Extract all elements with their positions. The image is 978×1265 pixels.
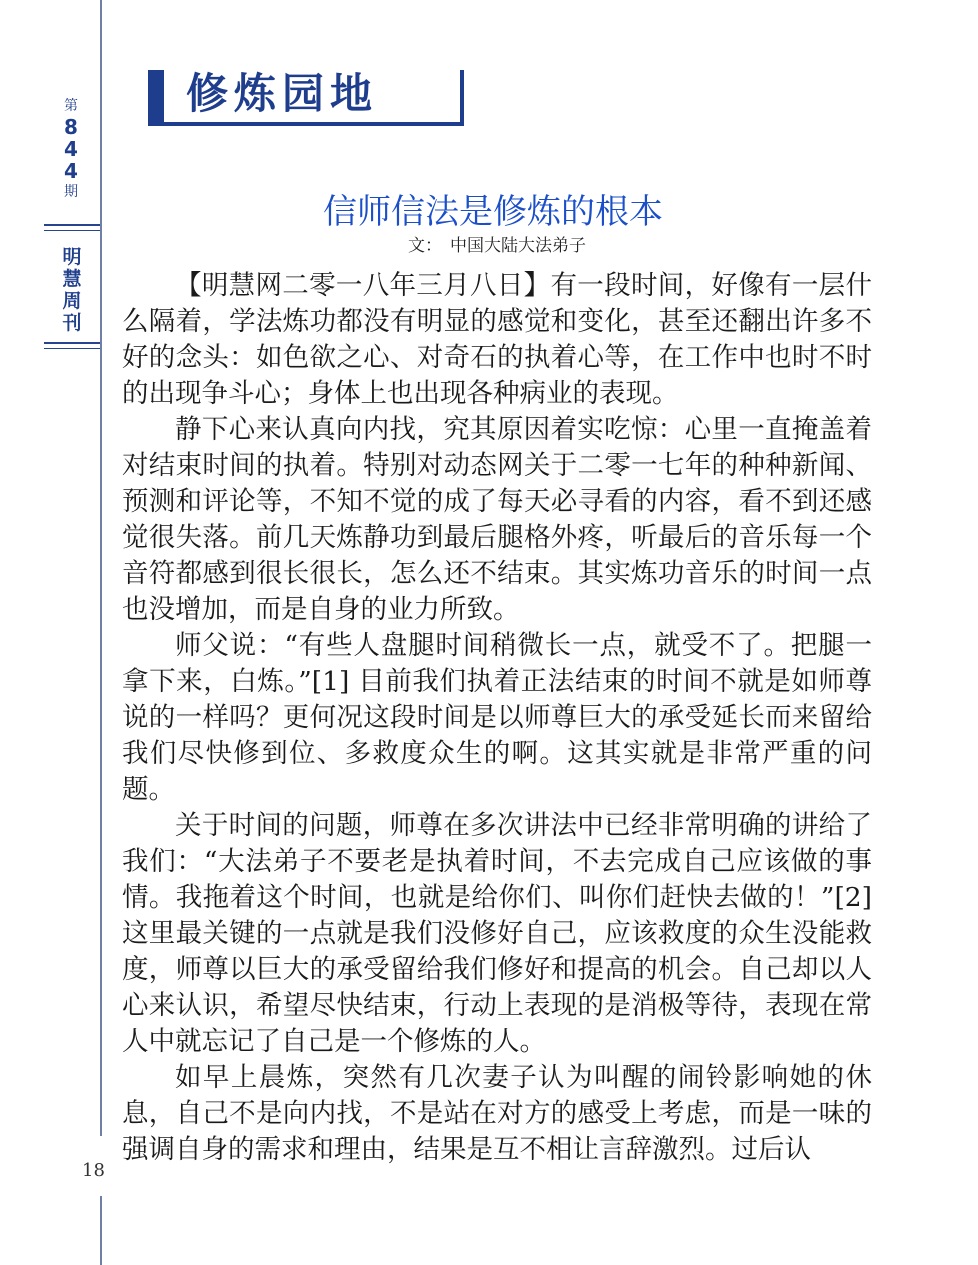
magazine-char: 慧	[62, 268, 82, 290]
sidebar-divider	[44, 342, 100, 344]
issue-prefix: 第	[64, 98, 78, 114]
paragraph: 静下心来认真向内找，究其原因着实吃惊：心里一直掩盖着对结束时间的执着。特别对动态网关于二零一七年的种种新闻、预测和评论等，不知不觉的成了每天必寻看的内容，看不到还感觉很失落。前几天炼静功到最后腿格外疼，听最后的音乐每一个音符都感到很长很长，怎么还不结束。其实炼功音乐的时间一点也没增加，而是自身的业力所致。	[122, 414, 872, 625]
issue-digit: 4	[64, 159, 78, 183]
article-title: 信师信法是修炼的根本	[323, 192, 663, 232]
paragraph: 关于时间的问题，师尊在多次讲法中已经非常明确的讲给了我们：“大法弟子不要老是执着时间，不去完成自己应该做的事情。我拖着这个时间，也就是给你们、叫你们赶快去做的！”[2] 这里最关键的一点就是我们没修好自己，应该救度的众生没能救度，师尊以巨大的承受留给我们修好和提高的机会。自己却以人心来认识，希望尽快结束，行动上表现的是消极等待，表现在常人中就忘记了自己是一个修炼的人。	[122, 810, 872, 1057]
column-header-bar	[148, 70, 164, 122]
issue-suffix: 期	[64, 184, 78, 200]
page-number: 18	[82, 1160, 105, 1181]
paragraph: 【明慧网二零一八年三月八日】有一段时间，好像有一层什么隔着，学法炼功都没有明显的感觉和变化，甚至还翻出许多不好的念头：如色欲之心、对奇石的执着心等，在工作中也时不时的出现争斗心；身体上也出现各种病业的表现。	[122, 270, 872, 409]
sidebar-divider	[44, 224, 100, 226]
column-title: 修炼园地	[186, 69, 379, 118]
sidebar-divider	[44, 348, 100, 349]
issue-digit: 8	[64, 115, 78, 139]
magazine-char: 明	[62, 246, 82, 268]
sidebar-divider	[44, 230, 100, 231]
magazine-char: 周	[62, 290, 82, 312]
issue-digit: 4	[64, 137, 78, 161]
sidebar-rule	[100, 0, 102, 1265]
article-byline	[120, 233, 866, 259]
paragraph: 师父说：“有些人盘腿时间稍微长一点，就受不了。把腿一拿下来，白炼。”[1] 目前我们执着正法结束的时间不就是如师尊说的一样吗？更何况这段时间是以师尊巨大的承受延长而来留给我们尽快修到位、多救度众生的啊。这其实就是非常严重的问题。	[122, 630, 872, 805]
magazine-char: 刊	[62, 312, 82, 334]
byline-label: 文：	[408, 236, 442, 256]
magazine-name	[44, 246, 100, 334]
issue-marker	[42, 96, 100, 202]
paragraph: 如早上晨炼，突然有几次妻子认为叫醒的闹铃影响她的休息，自己不是向内找，不是站在对方的感受上考虑，而是一味的强调自身的需求和理由，结果是互不相让言辞激烈。过后认	[122, 1062, 872, 1165]
article-body	[122, 268, 872, 1168]
byline-author: 中国大陆大法弟子	[450, 236, 586, 256]
